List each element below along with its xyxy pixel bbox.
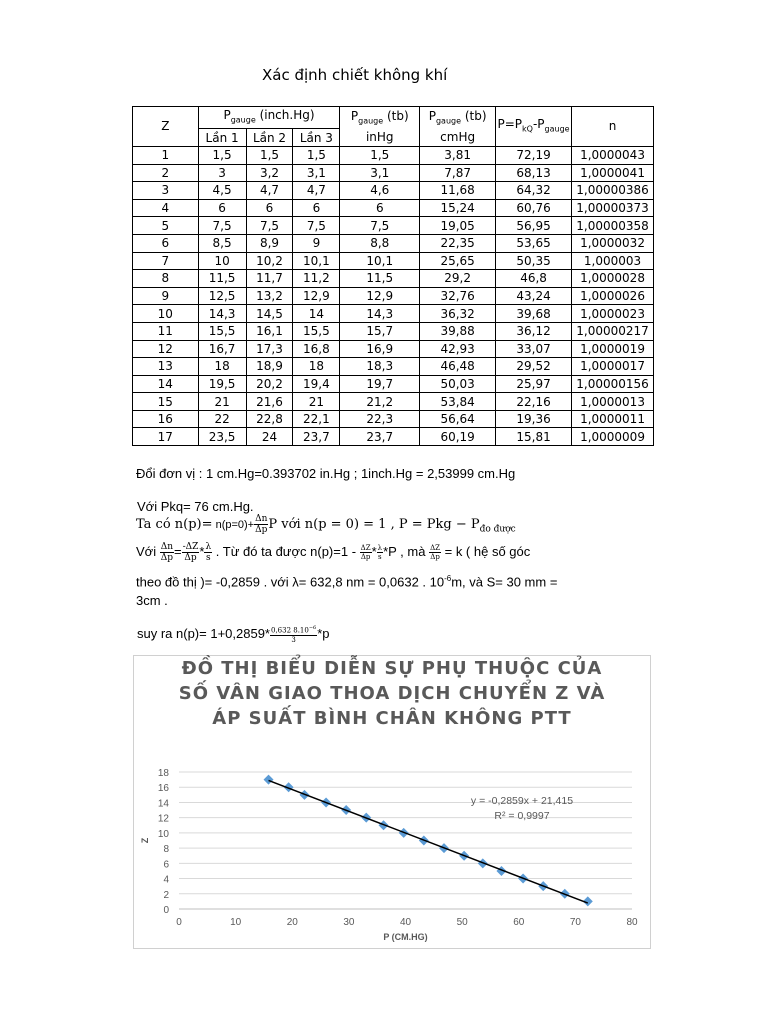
table-cell: 8 — [133, 270, 199, 288]
table-row — [133, 410, 654, 428]
table-cell: 56,95 — [496, 217, 572, 235]
table-cell: 60,76 — [496, 199, 572, 217]
table-cell: 22,1 — [293, 410, 340, 428]
table-cell: 22 — [198, 410, 246, 428]
x-tick-label: 60 — [513, 917, 525, 928]
table-cell: 1,0000011 — [572, 410, 654, 428]
table-cell: 3,81 — [420, 146, 496, 164]
suy-ra-line: suy ra n(p)= 1+0,2859* $\frac{0,632 8.10^{-6}}{3}$ *p — [137, 625, 330, 645]
x-tick-label: 70 — [569, 917, 581, 928]
table-cell: 33,07 — [496, 340, 572, 358]
table-cell: 11,68 — [420, 182, 496, 200]
table-row — [133, 305, 654, 323]
table-cell: 22,16 — [496, 393, 572, 411]
table-cell: 18,9 — [246, 358, 293, 376]
table-cell: 29,52 — [496, 358, 572, 376]
table-cell: 6 — [133, 234, 199, 252]
table-cell: 8,5 — [198, 234, 246, 252]
table-cell: 7 — [133, 252, 199, 270]
table-cell: 4,5 — [198, 182, 246, 200]
table-cell: 19,5 — [198, 375, 246, 393]
table-cell: 21 — [198, 393, 246, 411]
header-lan3: Lần 3 — [293, 129, 340, 147]
table-cell: 11,2 — [293, 270, 340, 288]
table-cell: 22,35 — [420, 234, 496, 252]
table-cell: 17 — [133, 428, 199, 446]
table-cell: 6 — [293, 199, 340, 217]
y-tick-label: 14 — [157, 798, 169, 810]
table-cell: 1,00000386 — [572, 182, 654, 200]
table-cell: 29,2 — [420, 270, 496, 288]
table-cell: 6 — [198, 199, 246, 217]
x-tick-label: 80 — [626, 917, 638, 928]
table-cell: 64,32 — [496, 182, 572, 200]
table-cell: 1,0000028 — [572, 270, 654, 288]
y-axis-label: Z — [140, 837, 150, 844]
table-row — [133, 287, 654, 305]
x-tick-label: 10 — [230, 917, 242, 928]
table-cell: 15,5 — [293, 322, 340, 340]
table-row — [133, 428, 654, 446]
pkq-text: Với Pkq= 76 cm.Hg. — [137, 499, 254, 514]
table-cell: 25,97 — [496, 375, 572, 393]
table-cell: 10 — [133, 305, 199, 323]
chart-title: ĐỒ THỊ BIỂU DIỄN SỰ PHỤ THUỘC CỦA SỐ VÂN GIAO THOA DỊCH CHUYỂN Z VÀ ÁP SUẤT BÌNH CHÂN KHÔNG PTT — [178, 658, 606, 729]
table-cell: 3,2 — [246, 164, 293, 182]
header-lan1: Lần 1 — [198, 129, 246, 147]
table-cell: 23,7 — [293, 428, 340, 446]
table-cell: 12,9 — [293, 287, 340, 305]
table-cell: 18,3 — [340, 358, 420, 376]
table-cell: 21 — [293, 393, 340, 411]
theo-line: theo đồ thị )= -0,2859 . với λ= 632,8 nm = 0,0632 . $10^{-6}m$, và S= 30 mm = — [136, 574, 558, 590]
table-cell: 1,0000026 — [572, 287, 654, 305]
table-row — [133, 234, 654, 252]
table-cell: 22,3 — [340, 410, 420, 428]
table-cell: 1,0000043 — [572, 146, 654, 164]
table-cell: 1,0000032 — [572, 234, 654, 252]
table-cell: 14,3 — [340, 305, 420, 323]
table-cell: 15,5 — [198, 322, 246, 340]
table-cell: 6 — [340, 199, 420, 217]
table-cell: 15,81 — [496, 428, 572, 446]
x-axis-label: P (CM.HG) — [383, 932, 428, 942]
table-cell: 11,5 — [198, 270, 246, 288]
table-cell: 46,48 — [420, 358, 496, 376]
table-cell: 1,5 — [293, 146, 340, 164]
trendline-equation: y = -0,2859x + 21,415 — [470, 795, 574, 807]
table-cell: 16,1 — [246, 322, 293, 340]
table-cell: 50,35 — [496, 252, 572, 270]
y-tick-label: 4 — [163, 874, 169, 886]
table-cell: 7,5 — [198, 217, 246, 235]
table-cell: 22,8 — [246, 410, 293, 428]
table-cell: 1,5 — [198, 146, 246, 164]
x-tick-label: 30 — [343, 917, 355, 928]
table-cell: 3 — [198, 164, 246, 182]
table-cell: 3 — [133, 182, 199, 200]
y-tick-label: 18 — [157, 768, 169, 779]
table-cell: 46,8 — [496, 270, 572, 288]
table-cell: 4,7 — [293, 182, 340, 200]
table-cell: 7,5 — [340, 217, 420, 235]
table-cell: 50,03 — [420, 375, 496, 393]
table-cell: 3,1 — [293, 164, 340, 182]
table-cell: 16 — [133, 410, 199, 428]
unit-conversion-text: Đổi đơn vị : 1 cm.Hg=0.393702 in.Hg ; 1inch.Hg = 2,53999 cm.Hg — [136, 466, 516, 481]
y-tick-label: 12 — [157, 813, 169, 825]
y-tick-label: 2 — [163, 889, 169, 901]
table-row — [133, 199, 654, 217]
x-tick-label: 50 — [456, 917, 468, 928]
voi-line: Với $\frac{\Delta n}{\Delta p}$ = $\frac{-\Delta Z}{\Delta p}$ * $\frac{\lambda}{s}$ . Từ đó ta được n(p)=1 - $\frac{\Delta Z}{\Delta p}$ * $\frac{\lambda}{s}$ *P , mà $\frac{\Delta Z}{\Delta p}$ = k ( hệ số góc — [136, 542, 531, 563]
table-row — [133, 375, 654, 393]
table-cell: 53,84 — [420, 393, 496, 411]
x-tick-label: 20 — [286, 917, 298, 928]
cm-line: 3cm . — [136, 593, 168, 608]
table-cell: 36,12 — [496, 322, 572, 340]
header-pgauge: $P_{gauge}$ (inch.Hg) — [198, 107, 340, 129]
table-cell: 7,87 — [420, 164, 496, 182]
y-tick-label: 10 — [157, 828, 169, 840]
table-cell: 16,7 — [198, 340, 246, 358]
measurement-table — [132, 106, 654, 446]
table-row — [133, 393, 654, 411]
chart-plot — [134, 656, 650, 948]
table-cell: 12,9 — [340, 287, 420, 305]
table-cell: 17,3 — [246, 340, 293, 358]
table-cell: 4,7 — [246, 182, 293, 200]
header-n: n — [572, 107, 654, 147]
table-cell: 32,76 — [420, 287, 496, 305]
table-cell: 9 — [133, 287, 199, 305]
table-cell: 1,00000156 — [572, 375, 654, 393]
table-cell: 19,05 — [420, 217, 496, 235]
table-cell: 4 — [133, 199, 199, 217]
table-cell: 24 — [246, 428, 293, 446]
taco-line: Ta có n(p)= n(p=0)+ $\frac{\Delta n}{\Delta p}$ P với n(p = 0) = 1 , P = Pkg − $P_{đo được}$ — [136, 514, 516, 535]
y-tick-label: 6 — [163, 859, 169, 871]
table-row — [133, 146, 654, 164]
table-cell: 1,00000358 — [572, 217, 654, 235]
table-cell: 9 — [293, 234, 340, 252]
table-cell: 8,8 — [340, 234, 420, 252]
table-cell: 25,65 — [420, 252, 496, 270]
table-cell: 1,5 — [340, 146, 420, 164]
y-tick-label: 16 — [157, 783, 169, 795]
header-p: $P=P_{kQ}-P_{gauge}$ — [496, 107, 572, 147]
table-cell: 11,7 — [246, 270, 293, 288]
table-cell: 11,5 — [340, 270, 420, 288]
table-cell: 42,93 — [420, 340, 496, 358]
table-cell: 14,3 — [198, 305, 246, 323]
table-cell: 1,5 — [246, 146, 293, 164]
table-cell: 14 — [133, 375, 199, 393]
table-cell: 10,2 — [246, 252, 293, 270]
table-cell: 1,000003 — [572, 252, 654, 270]
table-cell: 53,65 — [496, 234, 572, 252]
table-cell: 15,7 — [340, 322, 420, 340]
table-row — [133, 182, 654, 200]
table-cell: 60,19 — [420, 428, 496, 446]
x-tick-label: 40 — [399, 917, 412, 928]
table-cell: 12 — [133, 340, 199, 358]
table-cell: 39,68 — [496, 305, 572, 323]
table-cell: 1,0000019 — [572, 340, 654, 358]
table-cell: 20,2 — [246, 375, 293, 393]
table-cell: 3,1 — [340, 164, 420, 182]
table-cell: 13 — [133, 358, 199, 376]
table-cell: 23,7 — [340, 428, 420, 446]
y-tick-label: 8 — [163, 844, 169, 856]
table-cell: 10 — [198, 252, 246, 270]
table-cell: 1,00000217 — [572, 322, 654, 340]
table-cell: 7,5 — [293, 217, 340, 235]
table-cell: 16,8 — [293, 340, 340, 358]
table-cell: 14 — [293, 305, 340, 323]
table-row — [133, 217, 654, 235]
trendline-r2: R² = 0,9997 — [494, 810, 550, 822]
table-cell: 1,0000041 — [572, 164, 654, 182]
table-cell: 1,0000017 — [572, 358, 654, 376]
header-pgauge-tb-inhg: $P_{gauge}$ (tb) inHg — [340, 107, 420, 147]
table-cell: 1,0000009 — [572, 428, 654, 446]
table-row — [133, 358, 654, 376]
table-cell: 1,0000013 — [572, 393, 654, 411]
header-pgauge-tb-cmhg: $P_{gauge}$ (tb) cmHg — [420, 107, 496, 147]
table-cell: 19,36 — [496, 410, 572, 428]
table-cell: 12,5 — [198, 287, 246, 305]
table-cell: 10,1 — [293, 252, 340, 270]
table-cell: 19,4 — [293, 375, 340, 393]
table-row — [133, 164, 654, 182]
table-cell: 6 — [246, 199, 293, 217]
table-cell: 18 — [198, 358, 246, 376]
table-cell: 5 — [133, 217, 199, 235]
table-cell: 18 — [293, 358, 340, 376]
table-cell: 7,5 — [246, 217, 293, 235]
table-cell: 19,7 — [340, 375, 420, 393]
table-cell: 43,24 — [496, 287, 572, 305]
header-z: Z — [133, 107, 199, 147]
y-tick-label: 0 — [163, 905, 169, 916]
table-cell: 4,6 — [340, 182, 420, 200]
table-cell: 68,13 — [496, 164, 572, 182]
data-point — [264, 775, 274, 785]
table-cell: 8,9 — [246, 234, 293, 252]
table-cell: 15 — [133, 393, 199, 411]
table-cell: 11 — [133, 322, 199, 340]
table-row — [133, 340, 654, 358]
table-cell: 15,24 — [420, 199, 496, 217]
table-cell: 56,64 — [420, 410, 496, 428]
header-lan2: Lần 2 — [246, 129, 293, 147]
table-cell: 36,32 — [420, 305, 496, 323]
table-cell: 10,1 — [340, 252, 420, 270]
chart-container — [133, 655, 651, 949]
table-body — [133, 146, 654, 445]
table-cell: 16,9 — [340, 340, 420, 358]
table-cell: 1,00000373 — [572, 199, 654, 217]
table-row — [133, 252, 654, 270]
table-cell: 2 — [133, 164, 199, 182]
table-row — [133, 270, 654, 288]
table-cell: 21,2 — [340, 393, 420, 411]
table-cell: 23,5 — [198, 428, 246, 446]
table-cell: 1 — [133, 146, 199, 164]
table-cell: 13,2 — [246, 287, 293, 305]
table-cell: 14,5 — [246, 305, 293, 323]
table-row — [133, 322, 654, 340]
table-cell: 39,88 — [420, 322, 496, 340]
table-cell: 21,6 — [246, 393, 293, 411]
x-tick-label: 0 — [176, 917, 182, 928]
table-cell: 1,0000023 — [572, 305, 654, 323]
table-cell: 72,19 — [496, 146, 572, 164]
